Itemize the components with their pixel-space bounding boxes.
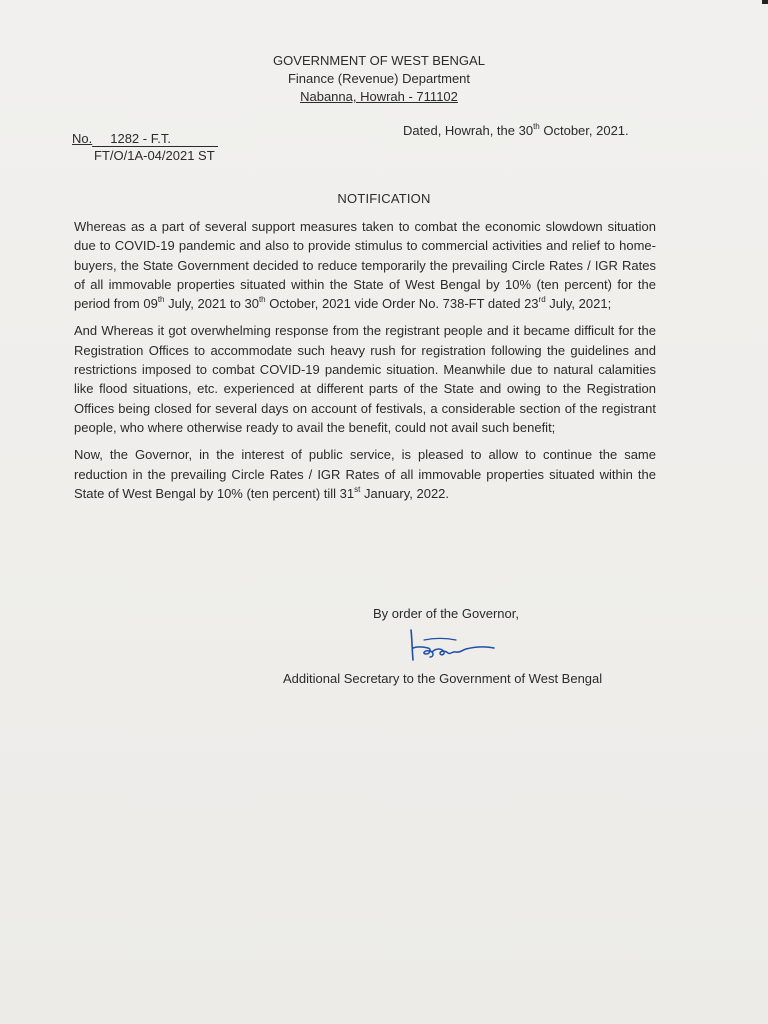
p1-part1: Whereas as a part of several support measures taken to combat the economic slowdown situation due to COVID-19 pandemic and also to provide stimulus to commercial activities and relief to home-buyers, the State Government decided to reduce temporarily the prevailing Circle Rates / IGR Rates of all immovable properties situated within the State of West Bengal by 10% (ten percent) for the period from 09 — [74, 219, 656, 312]
letterhead — [0, 52, 768, 106]
p3-part1: Now, the Governor, in the interest of public service, is pleased to allow to continue the same reduction in the prevailing Circle Rates / IGR Rates of all immovable properties situated within the State of West Bengal by 10% (ten percent) till 31 — [74, 447, 656, 501]
p1-sup2: th — [258, 295, 266, 305]
scan-corner-mark — [762, 0, 768, 4]
file-code: FT/O/1A-04/2021 ST — [94, 148, 215, 163]
notification-body — [74, 217, 656, 511]
handwritten-signature — [404, 626, 496, 666]
p3-sup1: st — [354, 484, 361, 494]
p1-sup3: rd — [538, 295, 546, 305]
paragraph-now — [74, 445, 656, 503]
p1-part4: July, 2021; — [545, 296, 612, 312]
p3-part2: January, 2022. — [360, 485, 450, 501]
p1-sup1: th — [157, 295, 165, 305]
date-suffix: October, 2021. — [539, 123, 629, 138]
signatory-designation: Additional Secretary to the Government of West Bengal — [283, 671, 603, 686]
notification-title: NOTIFICATION — [337, 191, 431, 206]
address-text: Nabanna, Howrah - 711102 — [300, 89, 458, 104]
date-prefix: Dated, Howrah, the 30 — [403, 123, 534, 138]
date-sup: th — [533, 122, 540, 131]
p1-part2: July, 2021 to 30 — [164, 296, 259, 312]
p1-part3: October, 2021 vide Order No. 738-FT dated 23 — [265, 296, 539, 312]
date-line — [403, 122, 629, 140]
closing-line: By order of the Governor, — [373, 606, 519, 621]
paragraph-and-whereas: And Whereas it got overwhelming response from the registrant people and it became difficult for the Registration Offices to accommodate such heavy rush for registration following the guidelines and restrictions imposed to combat COVID-19 pandemic situation. Meanwhile due to natural calamities like flood situations, etc. experienced at different parts of the State and owing to the Registration Offices being closed for several days on account of festivals, a considerable section of the registrant people, who where otherwise ready to avail the benefit, could not avail such benefit; — [74, 323, 656, 435]
address-line — [273, 88, 485, 106]
reference-no-label: No. — [72, 131, 93, 146]
govt-name: GOVERNMENT OF WEST BENGAL — [273, 53, 485, 68]
paragraph-whereas — [74, 217, 656, 313]
reference-number — [72, 130, 218, 148]
department-name: Finance (Revenue) Department — [287, 71, 471, 86]
reference-no-value: 1282 - F.T. — [92, 132, 218, 147]
